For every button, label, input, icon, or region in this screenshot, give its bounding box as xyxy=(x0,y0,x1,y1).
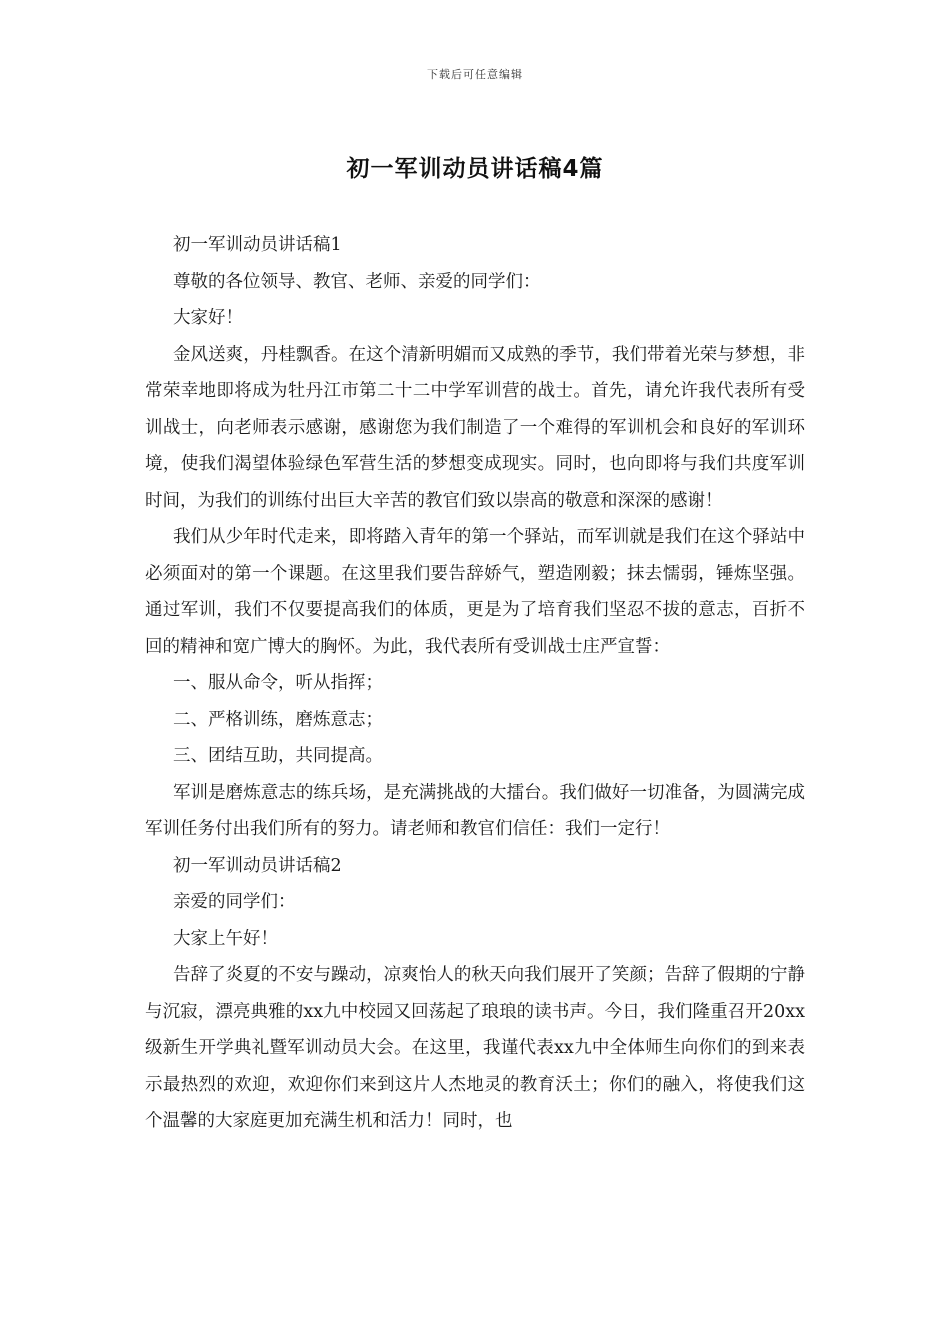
oath-item: 一、服从命令，听从指挥； xyxy=(173,673,383,693)
body-paragraph: 告辞了炎夏的不安与躁动，凉爽怡人的秋天向我们展开了笑颜；告辞了假期的宁静与沉寂，漂亮典雅的xx九中校园又回荡起了琅琅的读书声。今日，我们隆重召开20xx级新生开学典礼暨军训动员大会。在这里，我谨代表xx九中全体师生向你们的到来表示最热烈的欢迎，欢迎你们来到这片人杰地灵的教育沃土；你们的融入，将使我们这个温馨的大家庭更加充满生机和活力！同时，也 xyxy=(145,965,805,1131)
oath-item: 三、团结互助，共同提高。 xyxy=(173,746,383,766)
body-paragraph: 军训是磨炼意志的练兵场，是充满挑战的大擂台。我们做好一切准备，为圆满完成军训任务付出我们所有的努力。请老师和教官们信任：我们一定行！ xyxy=(145,782,805,839)
salutation: 尊敬的各位领导、教官、老师、亲爱的同学们： xyxy=(173,271,541,292)
oath-item: 二、严格训练，磨炼意志； xyxy=(173,709,383,730)
page-header-note: 下载后可任意编辑 xyxy=(427,68,523,81)
salutation: 亲爱的同学们： xyxy=(173,892,296,912)
document-body xyxy=(145,227,805,1140)
body-paragraph: 金风送爽，丹桂飘香。在这个清新明媚而又成熟的季节，我们带着光荣与梦想，非常荣幸地即将成为牡丹江市第二十二中学军训营的战士。首先，请允许我代表所有受训战士，向老师表示感谢，感谢您为我们制造了一个难得的军训机会和良好的军训环境，使我们渴望体验绿色军营生活的梦想变成现实。同时，也向即将与我们共度军训时间，为我们的训练付出巨大辛苦的教官们致以崇高的敬意和深深的感谢！ xyxy=(145,344,805,511)
speech-2-heading: 初一军训动员讲话稿2 xyxy=(173,855,342,876)
document-title: 初一军训动员讲话稿4篇 xyxy=(346,156,604,182)
greeting: 大家上午好！ xyxy=(173,928,278,949)
greeting: 大家好！ xyxy=(173,308,243,328)
speech-1-heading: 初一军训动员讲话稿1 xyxy=(173,235,342,255)
body-paragraph: 我们从少年时代走来，即将踏入青年的第一个驿站，而军训就是我们在这个驿站中必须面对的第一个课题。在这里我们要告辞娇气，塑造刚毅；抹去懦弱，锤炼坚强。通过军训，我们不仅要提高我们的体质，更是为了培育我们坚忍不拔的意志，百折不回的精神和宽广博大的胸怀。为此，我代表所有受训战士庄严宣誓： xyxy=(145,527,805,657)
